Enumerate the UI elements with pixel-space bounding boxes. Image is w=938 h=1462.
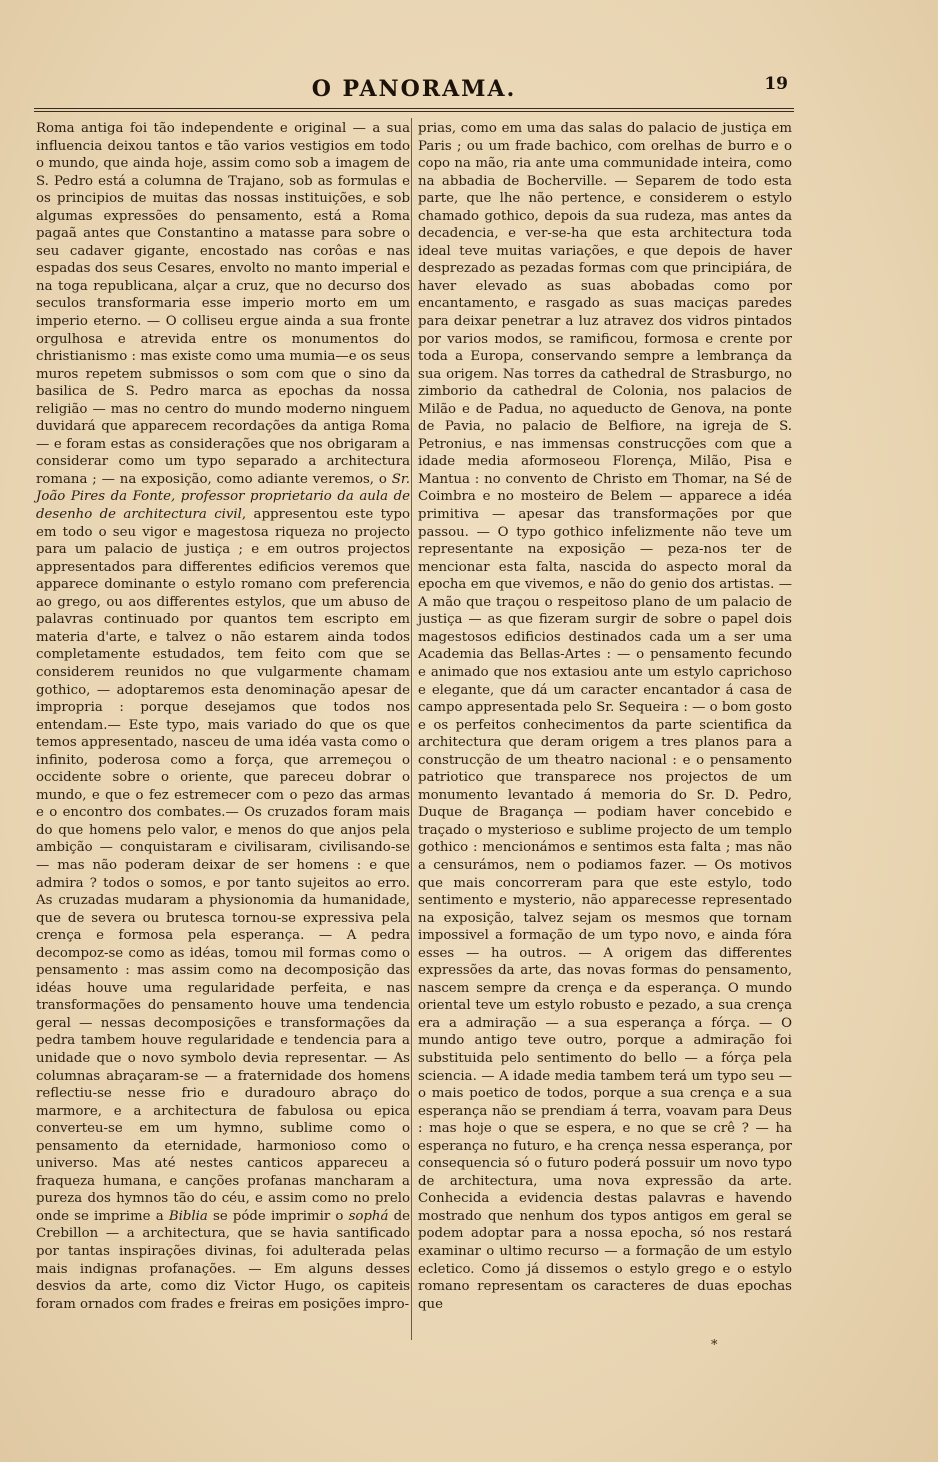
header-rule-thick [34,108,794,109]
journal-title: O PANORAMA. [311,76,517,102]
left-text-3: se póde imprimir o [207,1208,349,1224]
left-text-4: de Crebillon — a architectura, que se havia santificado por tantas inspirações divinas, foi adulterada pelas mais indignas profanações. — Em alguns desses desvios da arte, como diz Victor Hugo, os capiteis foram ornados com frades e freiras em posições impro- [36,1208,410,1312]
left-italic-2: Biblia [168,1208,208,1224]
right-column [418,120,792,1313]
signature-mark: * [711,1338,718,1353]
left-column [36,120,410,1313]
left-column-paragraph [36,120,410,1313]
left-text-1: Roma antiga foi tão independente e original — a sua influencia deixou tantos e tão varios vestigios em todo o mundo, que ainda hoje, assim como sob a imagem de S. Pedro está a columna de Trajano, sob as formulas e os principios de muitas das nossas instituições, e sob algumas expressões do pensamento, está a Roma pagaã antes que Constantino a matasse para sobre o seu cadaver gigante, encostado nas corôas e nas espadas dos seus Cesares, envolto no manto imperial e na toga republicana, alçar a cruz, que no decurso dos seculos transformaria esse imperio morto em um imperio eterno. — O colliseu ergue ainda a sua fronte orgulhosa e atrevida entre os monumentos do christianismo : mas existe como uma mumia—e os seus muros repetem submissos o som com que o sino da basilica de S. Pedro marca as epochas da nossa religião — mas no centro do mundo moderno ninguem duvidará que apparecem recordações da antiga Roma — e foram estas as considerações que nos obrigaram a considerar como um typo separado a architectura romana ; — na exposição, como adiante veremos, o [36,121,410,487]
page-number: 19 [764,74,788,94]
page-header [36,70,792,110]
right-column-paragraph [418,120,792,1313]
left-text-2: , appresentou este typo em todo o seu vigor e magestosa riqueza no projecto para um palacio de justiça ; e em outros projectos appresentados para differentes edificios veremos que apparece dominante o estylo romano com preferencia ao grego, ou aos differentes estylos, que um abuso de palavras continuado por quantos tem escripto em materia d'arte, e talvez o não estarem ainda todos completamente estudados, tem feito com que se considerem reunidos no que vulgarmente chamam gothico, — adoptaremos esta denominação apesar de impropria : porque desejamos que todos nos entendam.— Este typo, mais variado do que os que temos appresentado, nasceu de uma idéa vasta como o infinito, poderosa como a força, que arremeçou o occidente sobre o oriente, que pareceu dobrar o mundo, e que o fez estremecer com o pezo das armas e o encontro dos combates.— Os cruzados foram mais do que homens pelo valor, e menos do que anjos pela ambição — conquistaram e civilisaram, civilisando-se — mas não poderam deixar de ser homens : e que admira ? todos o somos, e por tanto sujeitos ao erro. As cruzadas mudaram a physionomia da humanidade, que de severa ou brutesca tornou-se expressiva pela crença e formosa pela esperança. — A pedra decompoz-se como as idéas, tomou mil formas como o pensamento : mas assim como na decomposição das idéas houve uma regularidade perfeita, e nas transformações do pensamento houve uma tendencia geral — nessas decomposições e transformações da pedra tambem houve regularidade e tendencia para a unidade que o novo symbolo devia representar. — As columnas abraçaram-se — a fraternidade dos homens reflectiu-se nesse frio e duradouro abraço do marmore, e a architectura de fabulosa ou epica converteu-se em um hymno, sublime como o pensamento da eternidade, harmonioso como o universo. Mas até nestes canticos appareceu a fraqueza humana, e canções profanas mancharam a pureza dos hymnos tão do céu, e assim como no prelo onde se imprime a [36,507,410,1224]
header-rule-thin [34,111,794,112]
left-italic-1: Sr. João Pires da Fonte, professor proprietario da aula de desenho de architectura civil [36,471,410,523]
column-divider [411,118,412,1340]
left-italic-3: sophá [348,1208,389,1224]
right-text-1: prias, como em uma das salas do palacio de justiça em Paris ; ou um frade bachico, com orelhas de burro e o copo na mão, ria ante uma communidade inteira, como na abbadia de Bocherville. — Separem de todo esta parte, que lhe não pertence, e considerem o estylo chamado gothico, depois da sua rudeza, mas antes da decadencia, e ver-se-ha que esta architectura toda ideal teve muitas variações, e que depois de haver desprezado as pezadas formas com que principiára, de haver elevado as suas abobadas como por encantamento, e rasgado as suas maciças paredes para deixar penetrar a luz atravez dos vidros pintados por varios modos, se ramificou, formosa e crente por toda a Europa, conservando sempre a lembrança da sua origem. Nas torres da cathedral de Strasburgo, no zimborio da cathedral de Colonia, nos palacios de Milão e de Padua, no aqueducto de Genova, na ponte de Pavia, no palacio de Belfiore, na igreja de S. Petronius, e nas immensas construcções com que a idade media aformoseou Florença, Milão, Pisa e Mantua : no convento de Christo em Thomar, na Sé de Coimbra e no mosteiro de Belem — apparece a idéa primitiva — apesar das transformações por que passou. — O typo gothico infelizmente não teve um representante na exposição — peza-nos ter de mencionar esta falta, nascida do aspecto moral da epocha em que vivemos, e não do genio dos artistas. — A mão que traçou o respeitoso plano de um palacio de justiça — as que fizeram surgir de sobre o papel dois magestosos edificios destinados cada um a ser uma Academia das Bellas-Artes : — o pensamento fecundo e animado que nos extasiou ante um estylo caprichoso e elegante, que dá um caracter encantador á casa de campo appresentada pelo Sr. Sequeira : — o bom gosto e os perfeitos conhecimentos da parte scientifica da architectura que deram origem a tres planos para a construcção de um theatro nacional : e o pensamento patriotico que transparece nos projectos de um monumento levantado á memoria do Sr. D. Pedro, Duque de Bragança — podiam haver concebido e traçado o mysterioso e sublime projecto de um templo gothico : mencionámos e sentimos esta falta ; mas não a censurámos, nem o podiamos fazer. — Os motivos que mais concorreram para que este estylo, todo sentimento e mysterio, não apparecesse representado na exposição, talvez sejam os mesmos que tornam impossivel a formação de um typo novo, e ainda fóra esses — ha outros. — A origem das differentes expressões da arte, das novas formas do pensamento, nascem sempre da crença e da esperança. O mundo oriental teve um estylo robusto e pezado, a sua crença era a admiração — a sua esperança a fórça. — O mundo antigo teve outro, porque a admiração foi substituida pelo sentimento do bello — a fórça pela sciencia. — A idade media tambem terá um typo seu — o mais poetico de todos, porque a sua crença e a sua esperança não se prendiam á terra, voavam para Deus : mas hoje o que se espera, e no que se crê ? — ha esperança no futuro, e ha crença nessa esperança, por consequencia só o futuro poderá possuir um novo typo de architectura, uma nova expressão da arte. Conhecida a evidencia destas palavras e havendo mostrado que nenhum dos typos antigos em geral se podem adoptar para a nossa epocha, só nos restará examinar o ultimo recurso — a formação de um estylo ecletico. Como já dissemos o estylo grego e o estylo romano representam os caracteres de duas epochas que [418,121,792,1312]
